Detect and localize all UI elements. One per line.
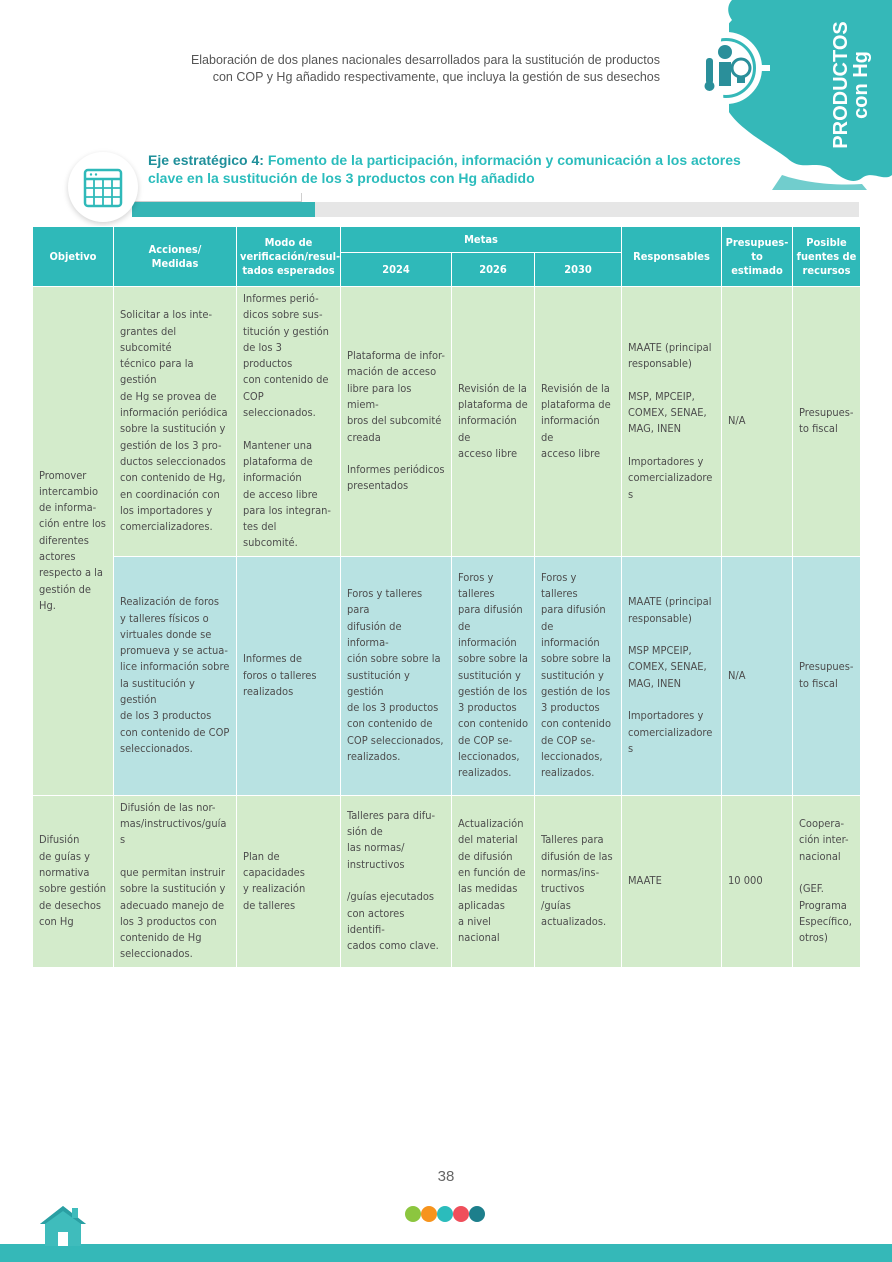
meta-2024-cell: Plataforma de infor- mación de acceso libre para los miem- bros del subcomité creada Informes periódicos presentados xyxy=(341,287,452,557)
meta-2030-cell: Revisión de la plataforma de información de acceso libre xyxy=(535,287,622,557)
page-number: 38 xyxy=(437,1168,455,1185)
header-year-2030: 2030 xyxy=(535,253,622,287)
meta-2030-cell: Talleres para difusión de las normas/ins- tructivos /guías actualizados. xyxy=(535,795,622,967)
responsables-cell: MAATE (principal responsable) MSP, MPCEIP, COMEX, SENAE, MAG, INEN Importadores y comercializadores xyxy=(622,287,722,557)
color-dots xyxy=(405,1206,487,1222)
responsables-cell: MAATE (principal responsable) MSP MPCEIP, COMEX, SENAE, MAG, INEN Importadores y comercializadores xyxy=(622,556,722,795)
color-dot xyxy=(469,1206,485,1222)
presupuesto-cell: N/A xyxy=(722,556,793,795)
home-icon[interactable] xyxy=(38,1204,88,1246)
color-dot xyxy=(421,1206,437,1222)
meta-2024-cell: Foros y talleres para difusión de informa- ción sobre sobre la sustitución y gestión de los 3 productos con contenido de COP seleccionados, realizados. xyxy=(341,556,452,795)
acciones-cell: Realización de foros y talleres físicos o virtuales donde se promueva y se actua- lice información sobre la sustitución y gestión de los 3 productos con contenido de COP seleccionados. xyxy=(114,556,237,795)
presupuesto-cell: N/A xyxy=(722,287,793,557)
axis-prefix: Eje estratégico 4: xyxy=(148,152,264,168)
objetivo-cell: Difusión de guías y normativa sobre gestión de desechos con Hg xyxy=(33,795,114,967)
meta-2026-cell: Foros y talleres para difusión de información sobre sobre la sustitución y gestión de los 3 productos con contenido de COP se- leccionados, realizados. xyxy=(452,556,535,795)
divider-line xyxy=(132,193,302,202)
modo-cell: Informes perió- dicos sobre sus- titución y gestión de los 3 productos con contenido de COP seleccionados. Mantener una plataforma de información de acceso libre para los integran- tes del subcomité. xyxy=(237,287,341,557)
axis-title: Fomento de la participación, información y comunicación a los actores clave en la sustitución de los 3 productos con Hg añadido xyxy=(148,152,741,186)
responsables-cell: MAATE xyxy=(622,795,722,967)
header-line-2: con COP y Hg añadido respectivamente, que incluya la gestión de sus desechos xyxy=(212,70,660,84)
calendar-badge xyxy=(68,152,138,222)
header-objetivo: Objetivo xyxy=(33,227,114,287)
fuentes-cell: Presupues- to fiscal xyxy=(793,556,861,795)
modo-cell: Informes de foros o talleres realizados xyxy=(237,556,341,795)
fuentes-cell: Coopera- ción inter- nacional (GEF. Programa Específico, otros) xyxy=(793,795,861,967)
section-label-text: PRODUCTOS con Hg xyxy=(830,21,872,149)
document-header xyxy=(140,52,660,86)
section-vertical-label xyxy=(826,20,876,150)
acciones-cell: Difusión de las nor- mas/instructivos/guías que permitan instruir sobre la sustitución y adecuado manejo de los 3 productos con contenido de Hg seleccionados. xyxy=(114,795,237,967)
objetivo-cell: Promover intercambio de informa- ción entre los diferentes actores respecto a la gestión de Hg. xyxy=(33,287,114,796)
header-year-2026: 2026 xyxy=(452,253,535,287)
color-dot xyxy=(437,1206,453,1222)
progress-bar-grey xyxy=(315,202,859,217)
table-row xyxy=(33,795,861,967)
calendar-grid-icon xyxy=(82,167,124,209)
fuentes-cell: Presupues- to fiscal xyxy=(793,287,861,557)
meta-2024-cell: Talleres para difu- sión de las normas/ instructivos /guías ejecutados con actores identifi- cados como clave. xyxy=(341,795,452,967)
header-acciones: Acciones/ Medidas xyxy=(114,227,237,287)
header-fuentes: Posible fuentes de recursos xyxy=(793,227,861,287)
header-presupuesto: Presupues- to estimado xyxy=(722,227,793,287)
header-modo-verificacion: Modo de verificación/resul- tados esperados xyxy=(237,227,341,287)
header-year-2024: 2024 xyxy=(341,253,452,287)
strategic-axis-heading xyxy=(148,151,778,187)
progress-bar-teal xyxy=(132,202,315,217)
footer-band xyxy=(0,1244,892,1262)
presupuesto-cell: 10 000 xyxy=(722,795,793,967)
acciones-cell: Solicitar a los inte- grantes del subcomité técnico para la gestión de Hg se provea de información periódica sobre la sustitución y gestión de los 3 pro- ductos seleccionados con contenido de Hg, en coordinación con los importadores y comercializadores. xyxy=(114,287,237,557)
meta-2026-cell: Actualización del material de difusión en función de las medidas aplicadas a nivel nacional xyxy=(452,795,535,967)
header-responsables: Responsables xyxy=(622,227,722,287)
color-dot xyxy=(453,1206,469,1222)
header-metas: Metas xyxy=(341,227,622,253)
modo-cell: Plan de capacidades y realización de talleres xyxy=(237,795,341,967)
meta-2026-cell: Revisión de la plataforma de información de acceso libre xyxy=(452,287,535,557)
action-plan-table xyxy=(32,226,861,968)
products-badge-icon xyxy=(682,22,770,114)
table-row xyxy=(33,287,861,557)
meta-2030-cell: Foros y talleres para difusión de información sobre sobre la sustitución y gestión de los 3 productos con contenido de COP se- leccionados, realizados. xyxy=(535,556,622,795)
header-line-1: Elaboración de dos planes nacionales desarrollados para la sustitución de productos xyxy=(190,53,660,67)
color-dot xyxy=(405,1206,421,1222)
table-row xyxy=(33,556,861,795)
